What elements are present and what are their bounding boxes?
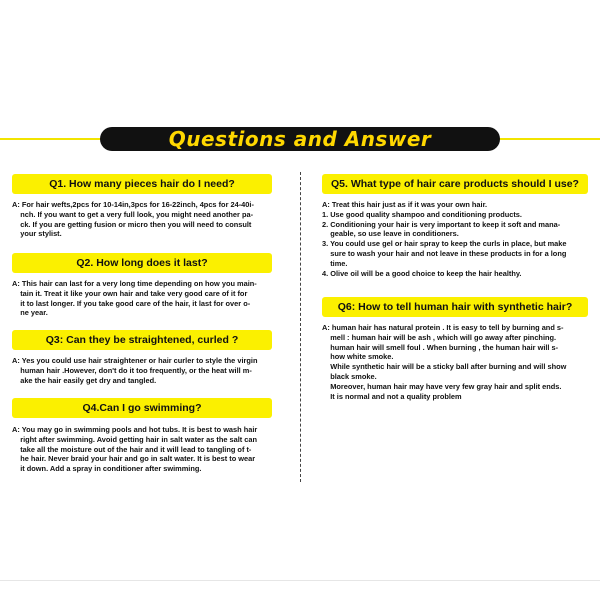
answer-line: he hair. Never braid your hair and go in salt water. It is best to wear [12,454,256,464]
answer-q6 [322,323,592,401]
answer-line: 3. You could use gel or hair spray to keep the curls in place, but make [322,239,567,249]
answer-q2 [12,279,297,318]
question-q3: Q3: Can they be straightened, curled ? [45,334,239,346]
question-q6: Q6: How to tell human hair with synthetic hair? [337,301,573,313]
answer-line: Moreover, human hair may have very few gray hair and split ends. [322,381,562,391]
answer-line: 1. Use good quality shampoo and conditioning products. [322,209,522,219]
answer-line: human hair will smell foul . When burning , the human hair will s- [322,342,559,352]
answer-line: A: This hair can last for a very long time depending on how you main- [12,279,257,288]
answer-line: 2. Conditioning your hair is very important to keep it soft and mana- [322,219,561,229]
answer-line: human hair .However, don't do it too frequently, or the heat will m- [12,365,252,375]
question-bar-q5 [322,174,588,194]
question-q2: Q2. How long does it last? [76,257,208,269]
answer-q1 [12,200,297,239]
bottom-rule [0,580,600,581]
banner [100,127,500,151]
question-q1: Q1. How many pieces hair do I need? [49,178,235,190]
answer-line: take all the moisture out of the hair and it will lead to tangling of t- [12,444,252,454]
page-title: Questions and Answer [168,127,432,151]
answer-line: ake the hair easily get dry and tangled. [12,375,157,385]
column-divider [300,172,301,482]
answer-line: A: For hair wefts,2pcs for 10-14in,3pcs for 16-22inch, 4pcs for 24-40i- [12,200,254,209]
question-bar-q2 [12,253,272,273]
question-q4: Q4.Can I go swimming? [82,402,202,414]
question-bar-q3 [12,330,272,350]
answer-line: geable, so use leave in conditioners. [322,229,459,239]
answer-line: ck. If you are getting fusion or micro then you will need to consult [12,219,252,229]
answer-line: mell : human hair will be ash , which will go away after pinching. [322,332,557,342]
answer-line: 4. Olive oil will be a good choice to keep the hair healthy. [322,268,522,278]
answer-line: A: Treat this hair just as if it was your own hair. [322,200,488,209]
answer-line: it to last longer. If you take good care of the hair, it last for over o- [12,298,251,308]
question-q5: Q5. What type of hair care products should I use? [331,178,579,190]
answer-line: it down. Add a spray in conditioner after swimming. [12,464,202,474]
answer-line: While synthetic hair will be a sticky ball after burning and will show [322,362,567,372]
answer-line: how white smoke. [322,352,394,362]
answer-line: time. [322,258,348,268]
answer-line: nch. If you want to get a very full look, you might need another pa- [12,209,254,219]
answer-line: A: You may go in swimming pools and hot tubs. It is best to wash hair [12,425,258,434]
question-bar-q4 [12,398,272,418]
answer-line: sure to wash your hair and not leave in these products in for a long [322,248,567,258]
answer-line: black smoke. [322,371,377,381]
answer-line: A: human hair has natural protein . It is easy to tell by burning and s- [322,323,564,332]
answer-q5 [322,200,592,278]
answer-line: It is normal and not a quality problem [322,391,462,401]
answer-line: A: Yes you could use hair straightener or hair curler to style the virgin [12,356,258,365]
answer-line: right after swimming. Avoid getting hair in salt water as the salt can [12,434,258,444]
question-bar-q1 [12,174,272,194]
answer-q3 [12,356,297,385]
answer-q4 [12,425,297,474]
question-bar-q6 [322,297,588,317]
answer-line: ne year. [12,308,48,318]
answer-line: tain it. Treat it like your own hair and take very good care of it for [12,288,248,298]
answer-line: your stylist. [12,229,62,239]
